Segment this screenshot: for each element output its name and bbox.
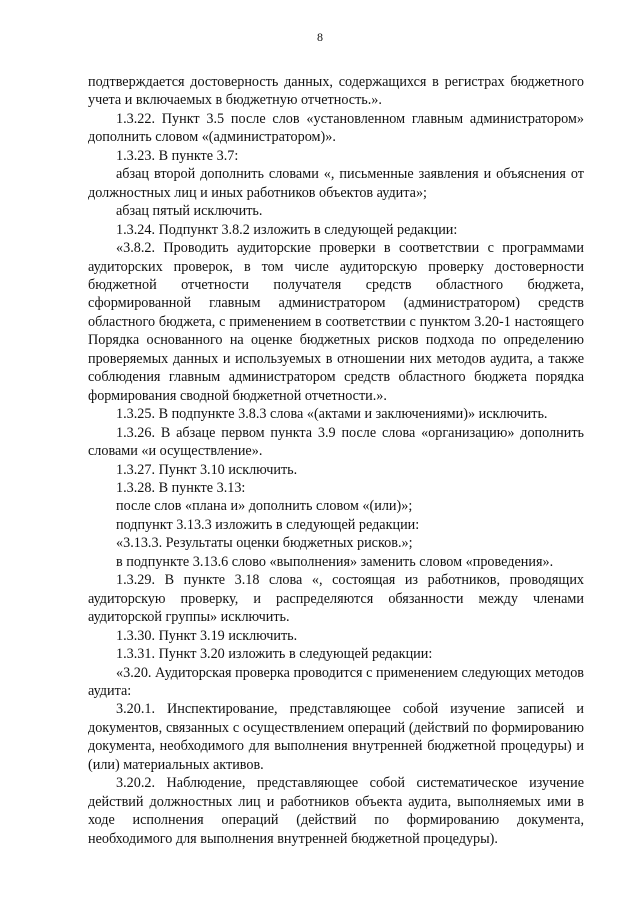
paragraph: в подпункте 3.13.6 слово «выполнения» заменить словом «проведения». (116, 553, 554, 570)
paragraph: 1.3.24. Подпункт 3.8.2 изложить в следующей редакции: (116, 221, 458, 238)
paragraph: 1.3.28. В пункте 3.13: (116, 479, 246, 496)
paragraph: подпункт 3.13.3 изложить в следующей редакции: (116, 516, 420, 533)
paragraph: 1.3.27. Пункт 3.10 исключить. (116, 461, 298, 478)
paragraph: 1.3.29. В пункте 3.18 слова «, состоящая из работников, проводящих аудиторскую проверку, и распределяются обязанности между членами аудиторской группы» исключить. (88, 572, 584, 626)
paragraph: «3.13.3. Результаты оценки бюджетных рисков.»; (116, 535, 413, 552)
page-number: 8 (317, 30, 323, 44)
paragraph: 1.3.23. В пункте 3.7: (116, 147, 239, 164)
paragraph: абзац второй дополнить словами «, письменные заявления и объяснения от должностных лиц и иных работников объектов аудита»; (88, 166, 584, 201)
paragraph: 3.20.1. Инспектирование, представляющее собой изучение записей и документов, связанных с осуществлением операций (действий по формированию документа, необходимого для выполнения внутренней бюджетной процедуры) и (или) материальных активов. (88, 701, 584, 773)
paragraph: после слов «плана и» дополнить словом «(или)»; (116, 498, 413, 515)
paragraph: 1.3.25. В подпункте 3.8.3 слова «(актами и заключениями)» исключить. (116, 406, 548, 423)
paragraph: 1.3.26. В абзаце первом пункта 3.9 после слова «организацию» дополнить словами «и осуществление». (88, 424, 584, 460)
paragraph: 1.3.30. Пункт 3.19 исключить. (116, 627, 298, 644)
paragraph: «3.8.2. Проводить аудиторские проверки в соответствии с программами аудиторских проверок, в том числе аудиторскую проверку достоверности бюджетной отчетности получателя средств областного бюджета, сформированной главным администратором (администратором) средств областного бюджета, с применением в соответствии с пунктом 3.20-1 настоящего Порядка основанного на оценке бюджетных рисков подхода по определению проверяемых данных и используемых в отношении них методов аудита, а также соблюдения главным администратором средств областного бюджета порядка формирования сводной бюджетной отчетности.». (88, 240, 584, 404)
paragraph: подтверждается достоверность данных, содержащихся в регистрах бюджетного учета и включаемых в бюджетную отчетность.». (88, 74, 584, 109)
paragraph: 1.3.22. Пункт 3.5 после слов «установленном главным администратором» дополнить словом «(администратором)». (88, 110, 584, 146)
paragraph: 1.3.31. Пункт 3.20 изложить в следующей редакции: (116, 646, 433, 663)
paragraph: абзац пятый исключить. (116, 203, 263, 220)
document-body (88, 73, 584, 848)
paragraph: «3.20. Аудиторская проверка проводится с применением следующих методов аудита: (88, 664, 584, 699)
paragraph: 3.20.2. Наблюдение, представляющее собой систематическое изучение действий должностных лиц и работников объекта аудита, выполняемых ими в ходе исполнения операций (действий по формированию документа, необходимого для выполнения внутренней бюджетной процедуры). (88, 775, 584, 847)
